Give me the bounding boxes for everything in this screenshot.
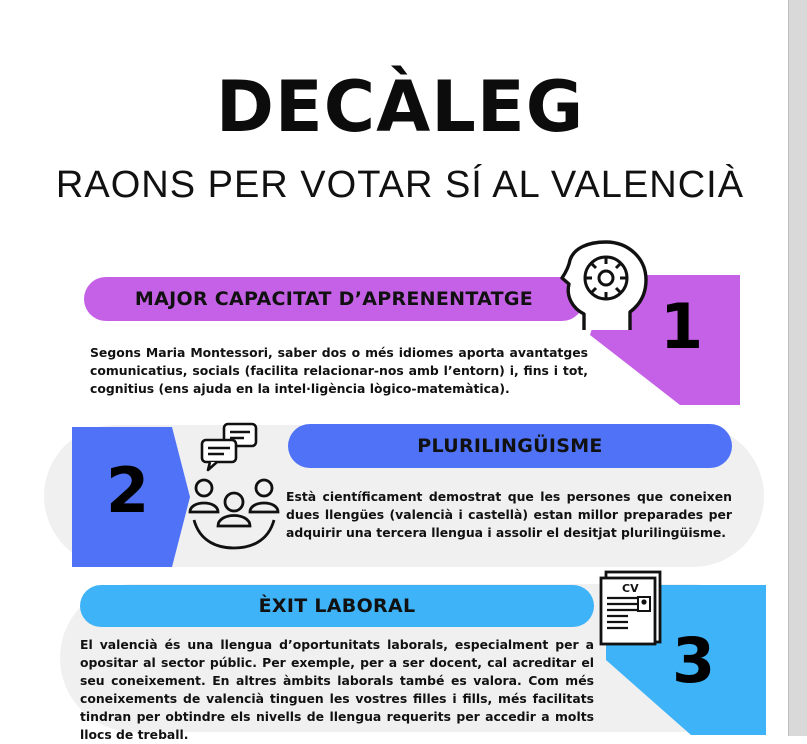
cv-label: CV xyxy=(622,582,639,595)
reason-2-heading xyxy=(288,424,732,468)
reason-2-text: Està científicament demostrat que les persones que coneixen dues llengües (valencià i castellà) estan millor preparades per adquirir una tercera llengua i assolir el desitjat plurilingüisme. xyxy=(286,489,732,540)
people-speech-bubbles-icon xyxy=(186,420,282,550)
reason-1-heading xyxy=(84,277,584,321)
head-brain-gear-icon xyxy=(560,240,655,335)
reason-1-text: Segons Maria Montessori, saber dos o més idiomes aporta avantatges comunicatius, socials (facilita relacionar-nos amb l’entorn) i, fins i tot, cognitius (ens ajuda en la intel·ligència lògico-matemàtica). xyxy=(90,345,588,396)
reason-3-heading xyxy=(80,585,594,627)
page-subtitle: RAONS PER VOTAR SÍ AL VALENCIÀ xyxy=(55,164,745,206)
reason-3-number: 3 xyxy=(672,624,716,697)
reason-2-number: 2 xyxy=(106,454,150,527)
reason-1-heading-text: MAJOR CAPACITAT D’APRENENTATGE xyxy=(134,288,534,310)
reason-1-number: 1 xyxy=(660,290,704,363)
cv-document-icon xyxy=(598,568,664,646)
reason-2-heading-text: PLURILINGÜISME xyxy=(417,435,603,457)
page-title: DECÀLEG xyxy=(215,66,585,148)
reason-3-heading-text: ÈXIT LABORAL xyxy=(258,595,416,617)
reason-3-text: El valencià és una llengua d’oportunitats laborals, especialment per a opositar al sector públic. Per exemple, per a ser docent, cal acreditar el seu coneixement. En altres àmbits laborals també es valora. Com més coneixements de valencià tinguen les vostres filles i fills, més facilitats tindran per obtindre els nivells de llengua requerits per accedir a molts llocs de treball. xyxy=(80,637,594,742)
